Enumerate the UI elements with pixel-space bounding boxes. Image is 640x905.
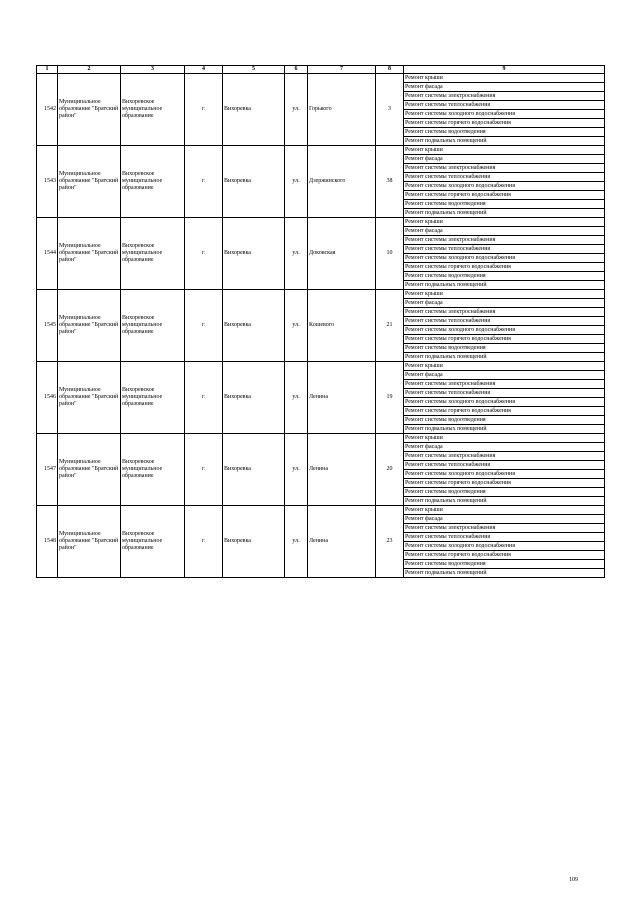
page-number: 109 xyxy=(569,877,578,883)
column-number-header: 6 xyxy=(285,66,308,74)
locality-type: г. xyxy=(185,146,223,218)
locality-name: Вихоревка xyxy=(223,146,285,218)
row-number: 1545 xyxy=(37,290,58,362)
work-type: Ремонт подвальных помещений xyxy=(404,281,605,290)
municipal-formation: Муниципальное образование "Братский район" xyxy=(58,362,121,434)
work-type: Ремонт системы водоотведения xyxy=(404,344,605,353)
settlement-name: Вихоревское муниципальное образование xyxy=(121,434,185,506)
work-type: Ремонт фасада xyxy=(404,299,605,308)
row-number: 1544 xyxy=(37,218,58,290)
locality-name: Вихоревка xyxy=(223,218,285,290)
work-type: Ремонт системы водоотведения xyxy=(404,200,605,209)
column-number-header: 9 xyxy=(404,66,605,74)
work-type: Ремонт крыши xyxy=(404,434,605,443)
table-row xyxy=(37,290,605,299)
work-type: Ремонт системы теплоснабжения xyxy=(404,317,605,326)
work-type: Ремонт системы горячего водоснабжения xyxy=(404,479,605,488)
locality-type: г. xyxy=(185,290,223,362)
work-type: Ремонт крыши xyxy=(404,506,605,515)
municipal-formation: Муниципальное образование "Братский район" xyxy=(58,290,121,362)
settlement-name: Вихоревское муниципальное образование xyxy=(121,74,185,146)
work-type: Ремонт системы теплоснабжения xyxy=(404,245,605,254)
work-type: Ремонт системы теплоснабжения xyxy=(404,101,605,110)
work-type: Ремонт системы водоотведения xyxy=(404,128,605,137)
street-name: Кошевого xyxy=(308,290,376,362)
row-number: 1548 xyxy=(37,506,58,578)
work-type: Ремонт системы холодного водоснабжения xyxy=(404,254,605,263)
work-type: Ремонт фасада xyxy=(404,371,605,380)
work-type: Ремонт подвальных помещений xyxy=(404,353,605,362)
work-type: Ремонт системы теплоснабжения xyxy=(404,533,605,542)
work-type: Ремонт фасада xyxy=(404,515,605,524)
column-number-row xyxy=(37,66,605,74)
work-type: Ремонт крыши xyxy=(404,290,605,299)
column-number-header: 3 xyxy=(121,66,185,74)
work-type: Ремонт фасада xyxy=(404,227,605,236)
row-number: 1543 xyxy=(37,146,58,218)
work-type: Ремонт системы горячего водоснабжения xyxy=(404,191,605,200)
work-type: Ремонт крыши xyxy=(404,362,605,371)
street-type: ул. xyxy=(285,146,308,218)
work-type: Ремонт системы электроснабжения xyxy=(404,164,605,173)
column-number-header: 7 xyxy=(308,66,376,74)
municipal-formation: Муниципальное образование "Братский район" xyxy=(58,218,121,290)
house-number: 10 xyxy=(376,218,404,290)
work-type: Ремонт системы водоотведения xyxy=(404,272,605,281)
work-type: Ремонт системы холодного водоснабжения xyxy=(404,470,605,479)
work-type: Ремонт системы электроснабжения xyxy=(404,452,605,461)
row-number: 1547 xyxy=(37,434,58,506)
house-number: 23 xyxy=(376,506,404,578)
work-type: Ремонт фасада xyxy=(404,155,605,164)
street-name: Горького xyxy=(308,74,376,146)
street-type: ул. xyxy=(285,362,308,434)
locality-name: Вихоревка xyxy=(223,506,285,578)
street-name: Дзержинского xyxy=(308,146,376,218)
street-type: ул. xyxy=(285,434,308,506)
locality-type: г. xyxy=(185,74,223,146)
work-type: Ремонт системы водоотведения xyxy=(404,416,605,425)
work-type: Ремонт системы водоотведения xyxy=(404,488,605,497)
work-type: Ремонт системы холодного водоснабжения xyxy=(404,542,605,551)
street-type: ул. xyxy=(285,506,308,578)
table-row xyxy=(37,434,605,443)
street-name: Доковская xyxy=(308,218,376,290)
work-type: Ремонт системы холодного водоснабжения xyxy=(404,110,605,119)
locality-name: Вихоревка xyxy=(223,434,285,506)
work-type: Ремонт крыши xyxy=(404,74,605,83)
work-type: Ремонт системы теплоснабжения xyxy=(404,173,605,182)
column-number-header: 8 xyxy=(376,66,404,74)
work-type: Ремонт крыши xyxy=(404,218,605,227)
settlement-name: Вихоревское муниципальное образование xyxy=(121,362,185,434)
table-body xyxy=(37,74,605,578)
work-type: Ремонт системы электроснабжения xyxy=(404,236,605,245)
work-type: Ремонт подвальных помещений xyxy=(404,137,605,146)
work-type: Ремонт системы электроснабжения xyxy=(404,308,605,317)
work-type: Ремонт системы теплоснабжения xyxy=(404,389,605,398)
house-number: 21 xyxy=(376,290,404,362)
work-type: Ремонт системы холодного водоснабжения xyxy=(404,398,605,407)
locality-name: Вихоревка xyxy=(223,290,285,362)
work-type: Ремонт системы теплоснабжения xyxy=(404,461,605,470)
settlement-name: Вихоревское муниципальное образование xyxy=(121,290,185,362)
table-row xyxy=(37,362,605,371)
work-type: Ремонт системы электроснабжения xyxy=(404,524,605,533)
street-type: ул. xyxy=(285,218,308,290)
street-type: ул. xyxy=(285,290,308,362)
work-type: Ремонт системы водоотведения xyxy=(404,560,605,569)
work-type: Ремонт фасада xyxy=(404,443,605,452)
municipal-formation: Муниципальное образование "Братский район" xyxy=(58,74,121,146)
row-number: 1542 xyxy=(37,74,58,146)
settlement-name: Вихоревское муниципальное образование xyxy=(121,506,185,578)
work-type: Ремонт системы холодного водоснабжения xyxy=(404,326,605,335)
municipal-formation: Муниципальное образование "Братский район" xyxy=(58,506,121,578)
work-type: Ремонт подвальных помещений xyxy=(404,497,605,506)
work-type: Ремонт подвальных помещений xyxy=(404,569,605,578)
table-row xyxy=(37,74,605,83)
column-number-header: 4 xyxy=(185,66,223,74)
work-type: Ремонт системы горячего водоснабжения xyxy=(404,263,605,272)
work-type: Ремонт системы горячего водоснабжения xyxy=(404,551,605,560)
house-number: 3 xyxy=(376,74,404,146)
house-number: 20 xyxy=(376,434,404,506)
locality-type: г. xyxy=(185,434,223,506)
street-type: ул. xyxy=(285,74,308,146)
settlement-name: Вихоревское муниципальное образование xyxy=(121,146,185,218)
work-type: Ремонт подвальных помещений xyxy=(404,209,605,218)
street-name: Ленина xyxy=(308,506,376,578)
work-type: Ремонт системы холодного водоснабжения xyxy=(404,182,605,191)
table-row xyxy=(37,506,605,515)
municipal-formation: Муниципальное образование "Братский район" xyxy=(58,434,121,506)
column-number-header: 1 xyxy=(37,66,58,74)
locality-name: Вихоревка xyxy=(223,74,285,146)
settlement-name: Вихоревское муниципальное образование xyxy=(121,218,185,290)
work-type: Ремонт системы горячего водоснабжения xyxy=(404,335,605,344)
street-name: Ленина xyxy=(308,434,376,506)
address-register-table xyxy=(36,65,605,578)
work-type: Ремонт подвальных помещений xyxy=(404,425,605,434)
work-type: Ремонт крыши xyxy=(404,146,605,155)
locality-name: Вихоревка xyxy=(223,362,285,434)
table-row xyxy=(37,218,605,227)
street-name: Ленина xyxy=(308,362,376,434)
row-number: 1546 xyxy=(37,362,58,434)
work-type: Ремонт системы горячего водоснабжения xyxy=(404,407,605,416)
column-number-header: 2 xyxy=(58,66,121,74)
locality-type: г. xyxy=(185,506,223,578)
work-type: Ремонт фасада xyxy=(404,83,605,92)
locality-type: г. xyxy=(185,218,223,290)
house-number: 19 xyxy=(376,362,404,434)
house-number: 38 xyxy=(376,146,404,218)
column-number-header: 5 xyxy=(223,66,285,74)
municipal-formation: Муниципальное образование "Братский район" xyxy=(58,146,121,218)
work-type: Ремонт системы горячего водоснабжения xyxy=(404,119,605,128)
work-type: Ремонт системы электроснабжения xyxy=(404,92,605,101)
table-row xyxy=(37,146,605,155)
locality-type: г. xyxy=(185,362,223,434)
work-type: Ремонт системы электроснабжения xyxy=(404,380,605,389)
